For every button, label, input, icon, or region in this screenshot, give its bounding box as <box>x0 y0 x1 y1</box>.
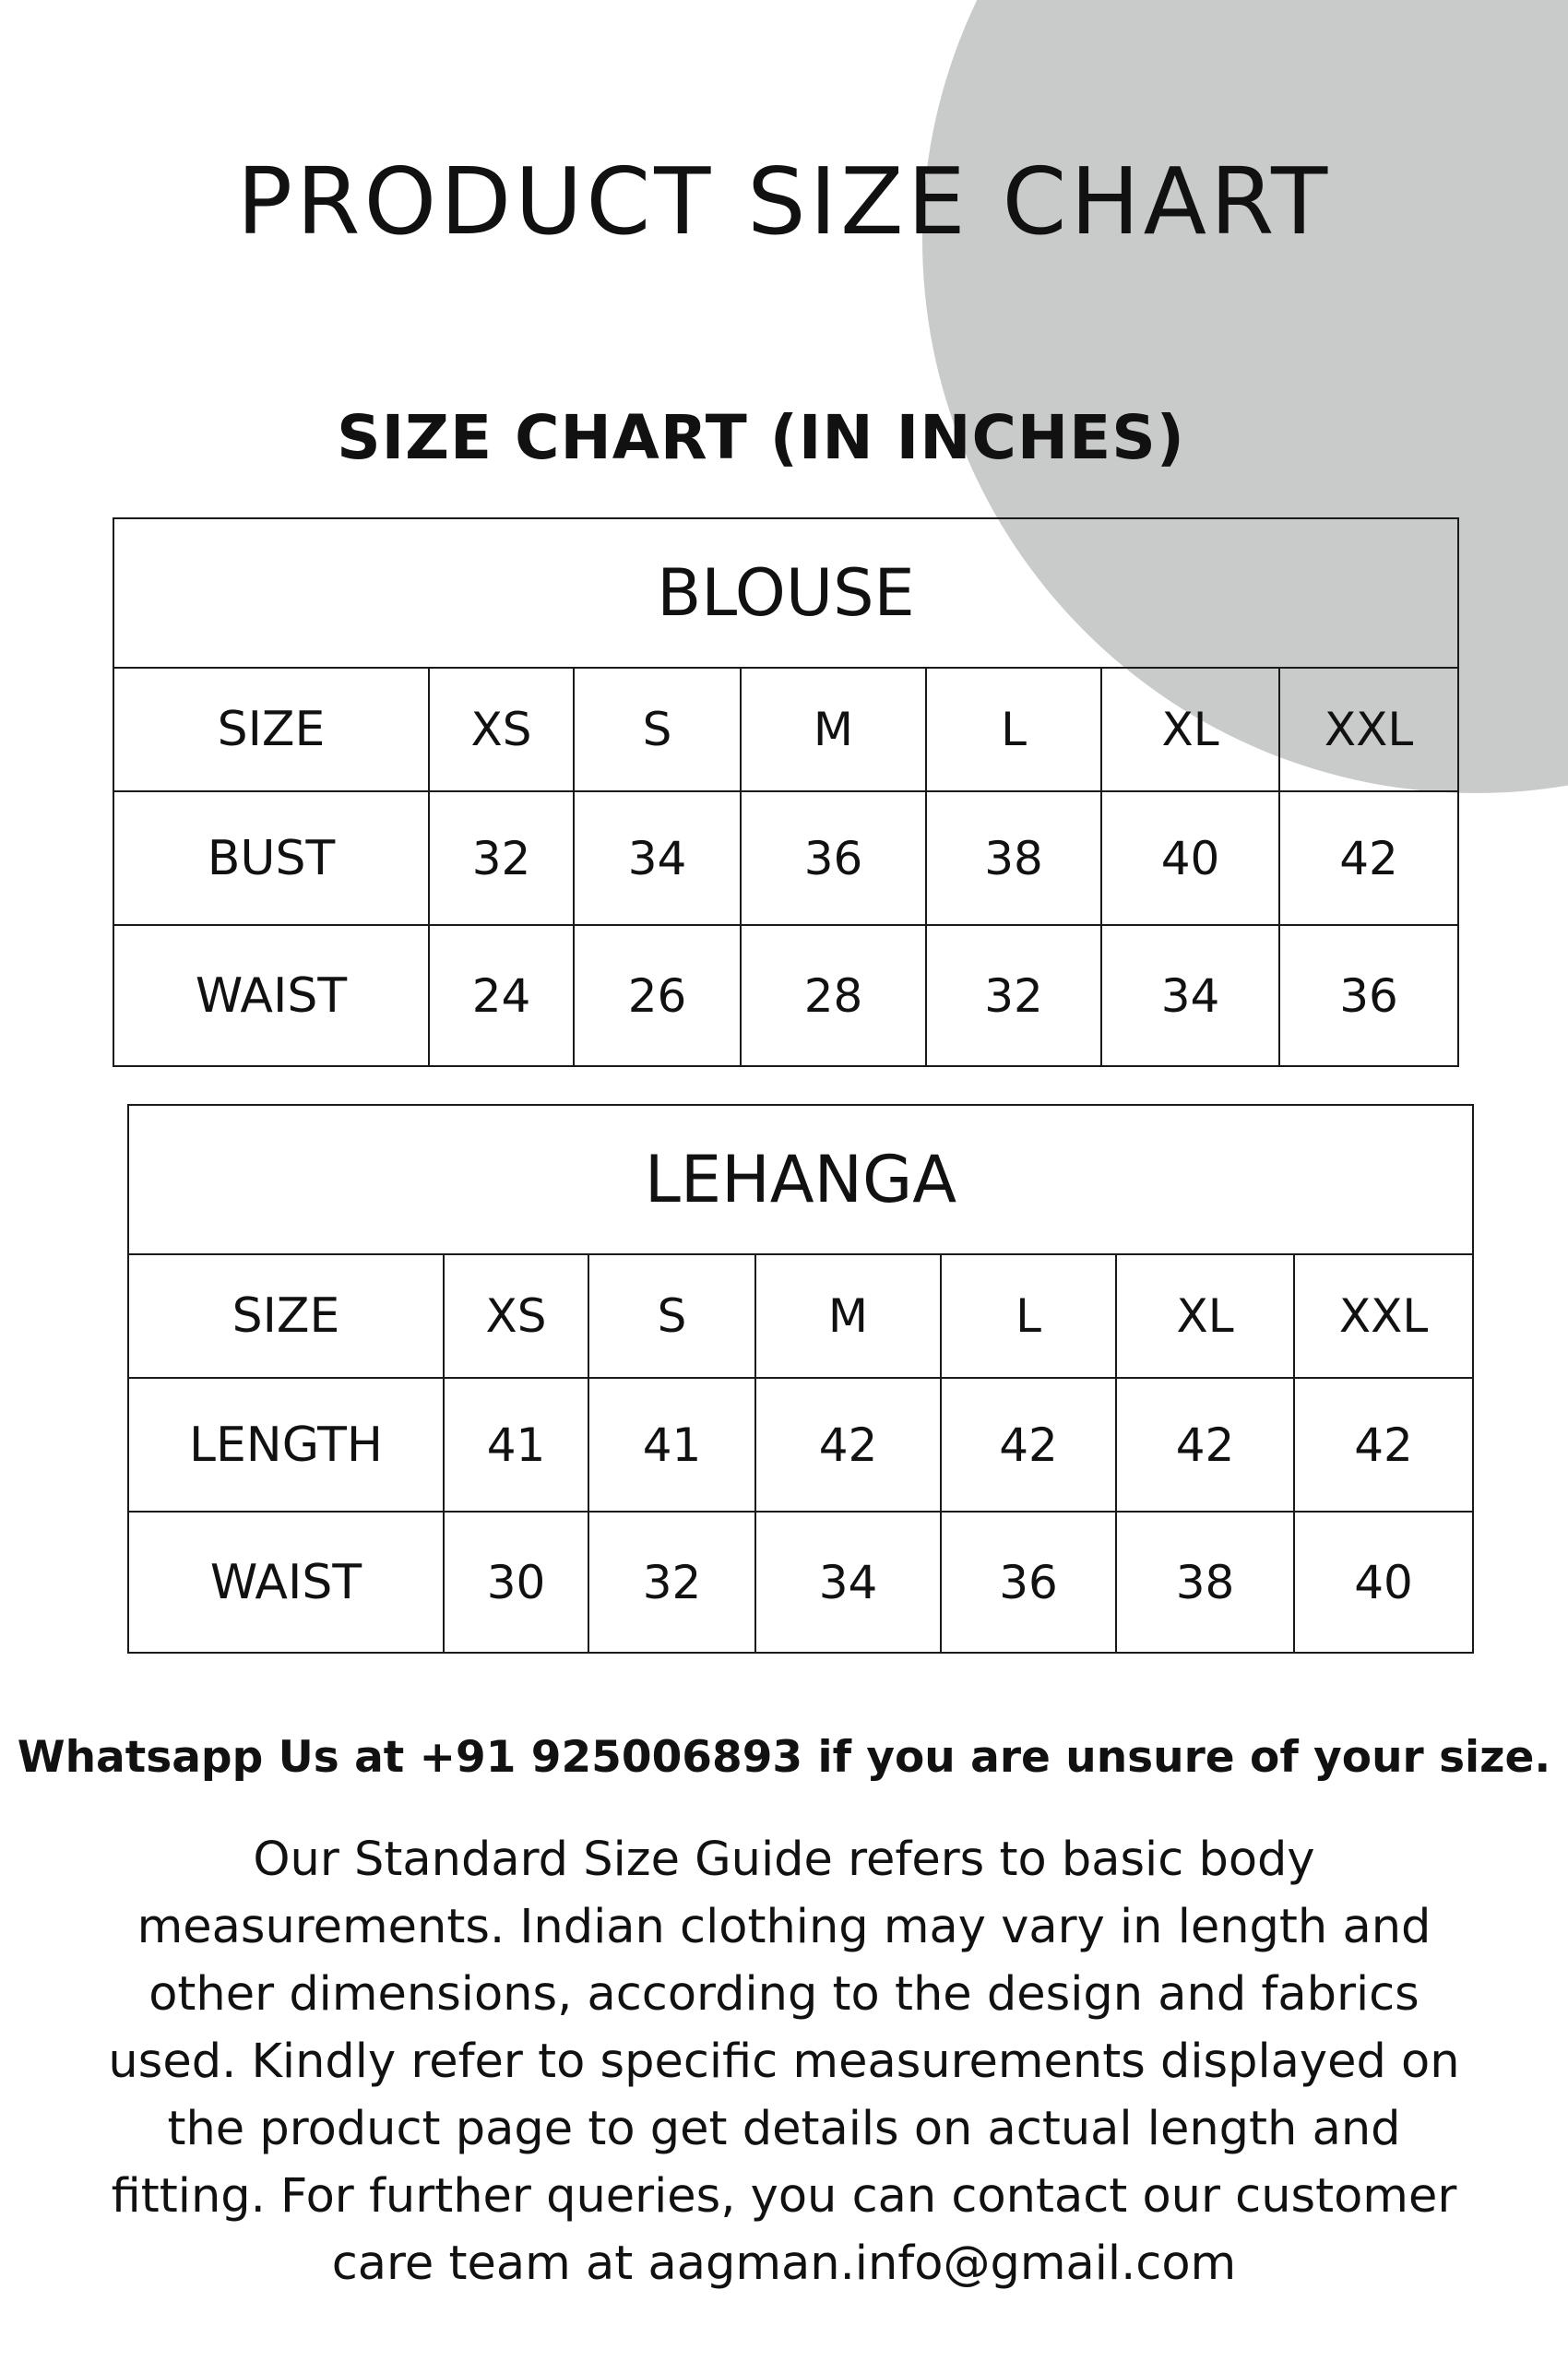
table-cell: 36 <box>941 1512 1116 1653</box>
size-header: XS <box>444 1254 588 1378</box>
whatsapp-note: Whatsapp Us at +91 925006893 if you are unsure of your size. <box>17 1732 1551 1783</box>
table-cell: 42 <box>1279 791 1458 925</box>
table-row <box>128 1512 1473 1653</box>
table-row <box>128 1254 1473 1378</box>
size-header: M <box>741 668 926 791</box>
table-cell: 26 <box>574 925 741 1066</box>
size-guide-text: Our Standard Size Guide refers to basic body measurements. Indian clothing may vary in length and other dimensions, according to the design and fabrics used. Kindly refer to specific measurements displayed on the product page to get details on actual length and fitting. For further queries, you can contact our customer care team at aagman.info@gmail.com <box>108 1833 1460 2291</box>
size-header: S <box>588 1254 755 1378</box>
table-row <box>113 925 1458 1066</box>
table-cell: 42 <box>1294 1378 1473 1512</box>
table-cell: 40 <box>1101 791 1279 925</box>
blouse-size-table <box>113 517 1459 1067</box>
table-cell: 34 <box>755 1512 941 1653</box>
size-header: L <box>926 668 1101 791</box>
table-cell: 38 <box>926 791 1101 925</box>
page-subtitle: SIZE CHART (IN INCHES) <box>337 402 1185 473</box>
size-header: XXL <box>1294 1254 1473 1378</box>
size-header: XXL <box>1279 668 1458 791</box>
table-cell: 36 <box>741 791 926 925</box>
size-header: XL <box>1116 1254 1294 1378</box>
size-label: SIZE <box>113 668 429 791</box>
row-label: BUST <box>113 791 429 925</box>
table-row <box>113 668 1458 791</box>
table-row <box>113 791 1458 925</box>
table-cell: 36 <box>1279 925 1458 1066</box>
size-header: M <box>755 1254 941 1378</box>
blouse-caption: BLOUSE <box>113 518 1458 668</box>
lehanga-size-table <box>127 1104 1474 1654</box>
size-header: XS <box>429 668 574 791</box>
size-label: SIZE <box>128 1254 444 1378</box>
row-label: LENGTH <box>128 1378 444 1512</box>
table-cell: 32 <box>429 791 574 925</box>
size-header: XL <box>1101 668 1279 791</box>
table-cell: 40 <box>1294 1512 1473 1653</box>
table-cell: 41 <box>588 1378 755 1512</box>
table-cell: 32 <box>588 1512 755 1653</box>
table-cell: 34 <box>574 791 741 925</box>
table-cell: 38 <box>1116 1512 1294 1653</box>
table-cell: 28 <box>741 925 926 1066</box>
table-cell: 42 <box>1116 1378 1294 1512</box>
size-header: S <box>574 668 741 791</box>
table-cell: 34 <box>1101 925 1279 1066</box>
table-cell: 30 <box>444 1512 588 1653</box>
table-cell: 41 <box>444 1378 588 1512</box>
table-cell: 42 <box>941 1378 1116 1512</box>
table-cell: 42 <box>755 1378 941 1512</box>
page-title: PRODUCT SIZE CHART <box>236 148 1332 255</box>
row-label: WAIST <box>128 1512 444 1653</box>
lehanga-caption: LEHANGA <box>128 1105 1473 1254</box>
table-cell: 32 <box>926 925 1101 1066</box>
table-cell: 24 <box>429 925 574 1066</box>
row-label: WAIST <box>113 925 429 1066</box>
table-row <box>128 1378 1473 1512</box>
size-header: L <box>941 1254 1116 1378</box>
